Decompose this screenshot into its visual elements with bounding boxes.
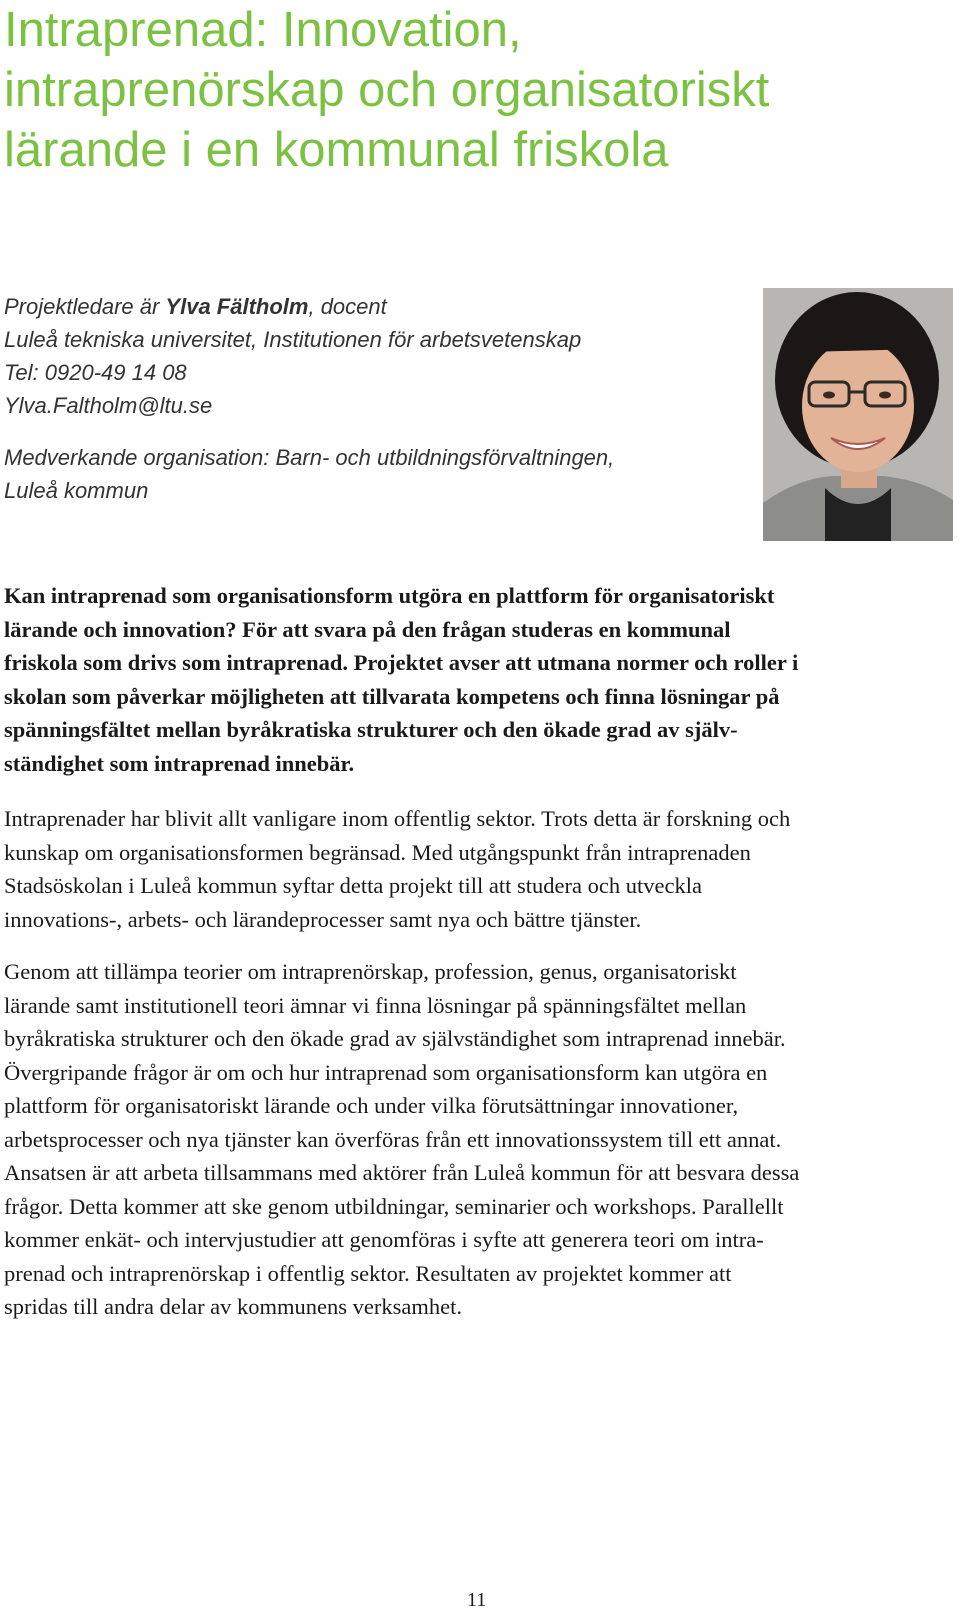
email-link[interactable]: Ylva.Faltholm@ltu.se: [4, 393, 213, 418]
lead-line: lärande och innovation? För att svara på den frågan studeras en kommunal: [4, 616, 731, 642]
body-line: Övergripande frågor är om och hur intraprenad som organisationsform kan utgöra en: [4, 1059, 768, 1085]
participating-organisation-line-2: Luleå kommun: [4, 478, 149, 503]
title-line-3: lärande i en kommunal friskola: [4, 123, 669, 177]
portrait-photo: [763, 288, 953, 541]
body-line: arbetsprocesser och nya tjänster kan överföras från ett innovationssystem till ett annat.: [4, 1126, 782, 1152]
title-line-1: Intraprenad: Innovation,: [4, 3, 522, 57]
body-line: Intraprenader har blivit allt vanligare inom offentlig sektor. Trots detta är forskning och: [4, 806, 791, 831]
lead-line: skolan som påverkar möjligheten att tillvarata kompetens och finna lösningar på: [4, 683, 780, 709]
body-line: prenad och intraprenörskap i offentlig sektor. Resultaten av projektet kommer att: [4, 1260, 732, 1286]
title-line-2: intraprenörskap och organisatoriskt: [4, 63, 770, 117]
body-line: Stadsöskolan i Luleå kommun syftar detta projekt till att studera och utveckla: [4, 873, 702, 898]
leader-name: Ylva Fältholm: [165, 294, 309, 319]
body-line: spridas till andra delar av kommunens verksamhet.: [4, 1294, 462, 1319]
body-line: Genom att tillämpa teorier om intraprenörskap, profession, genus, organisatoriskt: [4, 959, 737, 984]
phone: Tel: 0920-49 14 08: [4, 360, 187, 385]
body-line: innovations-, arbets- och lärandeprocesser samt nya och bättre tjänster.: [4, 906, 642, 932]
body-line: plattform för organisatoriskt lärande och under vilka förutsättningar innovationer,: [4, 1093, 739, 1118]
body-line: kunskap om organisationsformen begränsad. Med utgångspunkt från intraprenaden: [4, 839, 751, 865]
affiliation: Luleå tekniska universitet, Institutionen för arbetsvetenskap: [4, 327, 582, 352]
contact-block: [4, 290, 734, 507]
body-line: Ansatsen är att arbeta tillsammans med aktörer från Luleå kommun för att besvara dessa: [4, 1160, 800, 1185]
body-line: frågor. Detta kommer att ske genom utbildningar, seminarier och workshops. Parallellt: [4, 1193, 784, 1219]
lead-line: spänningsfältet mellan byråkratiska strukturer och den ökade grad av själv-: [4, 717, 738, 742]
body-paragraph-1: [4, 802, 954, 936]
body-line: lärande samt institutionell teori ämnar vi finna lösningar på spänningsfältet mellan: [4, 992, 747, 1018]
portrait-illustration: [763, 288, 953, 541]
leader-prefix: Projektledare är: [4, 294, 166, 319]
body-line: byråkratiska strukturer och den ökade grad av självständighet som intraprenad innebär.: [4, 1026, 786, 1051]
page-number: 11: [467, 1589, 487, 1611]
lead-line: ständighet som intraprenad innebär.: [4, 750, 355, 776]
participating-organisation-line-1: Medverkande organisation: Barn- och utbildningsförvaltningen,: [4, 445, 615, 470]
lead-line: Kan intraprenad som organisationsform utgöra en plattform för organisatoriskt: [4, 583, 775, 608]
body-paragraph-2: [4, 955, 954, 1324]
page-title: [4, 0, 904, 180]
leader-suffix: , docent: [308, 294, 387, 319]
lead-paragraph: [4, 579, 954, 780]
lead-line: friskola som drivs som intraprenad. Projektet avser att utmana normer och roller i: [4, 650, 799, 675]
project-leader-line: [4, 290, 734, 323]
body-line: kommer enkät- och intervjustudier att genomföras i syfte att generera teori om intra-: [4, 1227, 764, 1252]
